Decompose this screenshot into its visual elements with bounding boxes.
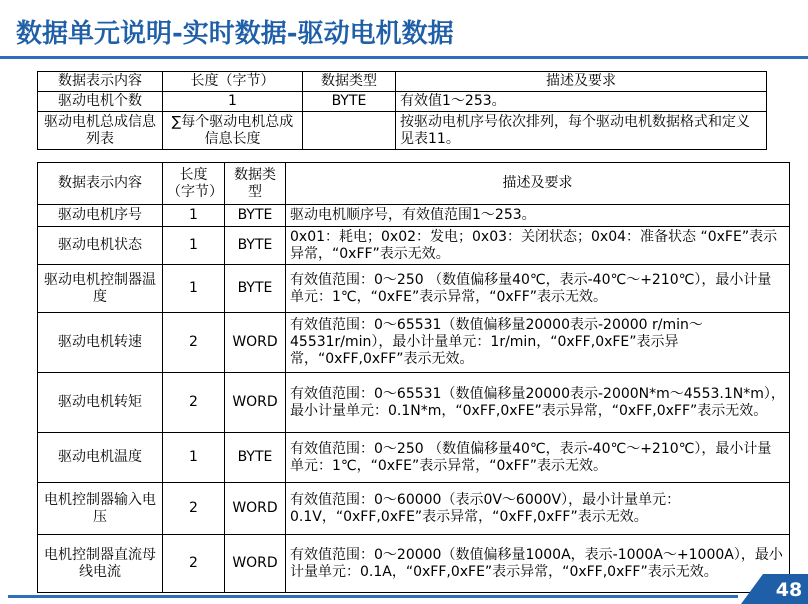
- table1-cell: 驱动电机个数: [38, 92, 163, 112]
- table2-cell: BYTE: [225, 433, 286, 483]
- table1-header-content: 数据表示内容: [38, 72, 163, 92]
- table-row: [38, 433, 790, 483]
- table2-cell: WORD: [225, 535, 286, 593]
- table1-header-length: 长度（字节）: [163, 72, 303, 92]
- table2-cell: 驱动电机转速: [38, 313, 163, 373]
- table1-cell: BYTE: [303, 92, 396, 112]
- table2-cell: 有效值范围：0～250 （数值偏移量40℃，表示-40℃～+210℃），最小计量单元：1℃，“0xFE”表示异常，“0xFF”表示无效。: [286, 433, 790, 483]
- table2-cell: 有效值范围：0～65531（数值偏移量20000表示-2000N*m～4553.1N*m），最小计量单元：0.1N*m，“0xFF,0xFE”表示异常，“0xFF,0xFF”表示无效。: [286, 373, 790, 433]
- table1-cell: 驱动电机总成信息列表: [38, 112, 163, 150]
- table-row: [38, 483, 790, 535]
- table2-cell: 1: [163, 227, 225, 265]
- table2-header-type: 数据类型: [225, 163, 286, 205]
- table2-cell: 有效值范围：0～65531（数值偏移量20000表示-20000 r/min～45531r/min），最小计量单元：1r/min，“0xFF,0xFE”表示异常，“0xFF,0xFF”表示无效。: [286, 313, 790, 373]
- table2-header-desc: 描述及要求: [286, 163, 790, 205]
- table1-header-desc: 描述及要求: [396, 72, 767, 92]
- table-row: [38, 205, 790, 227]
- footer-divider: [8, 595, 738, 598]
- table1-header-row: [38, 72, 767, 92]
- table2-cell: 驱动电机控制器温度: [38, 265, 163, 313]
- table-row: [38, 112, 767, 150]
- table2-cell: 有效值范围：0～60000（表示0V～6000V），最小计量单元：0.1V，“0xFF,0xFE”表示异常，“0xFF,0xFF”表示无效。: [286, 483, 790, 535]
- table2-cell: BYTE: [225, 205, 286, 227]
- table2-cell: 有效值范围：0～250 （数值偏移量40℃，表示-40℃～+210℃），最小计量单元：1℃，“0xFE”表示异常，“0xFF”表示无效。: [286, 265, 790, 313]
- table2-cell: 电机控制器直流母线电流: [38, 535, 163, 593]
- table2-header-row: [38, 163, 790, 205]
- table2-cell: 1: [163, 433, 225, 483]
- table2-header-content: 数据表示内容: [38, 163, 163, 205]
- page-number: 48: [775, 579, 803, 601]
- page-title: 数据单元说明-实时数据-驱动电机数据: [16, 19, 454, 49]
- table2-cell: 驱动电机温度: [38, 433, 163, 483]
- table1-cell: ∑每个驱动电机总成信息长度: [163, 112, 303, 150]
- table2-cell: 1: [163, 265, 225, 313]
- table2-cell: 有效值范围：0～20000（数值偏移量1000A，表示-1000A～+1000A），最小计量单元：0.1A，“0xFF,0xFE”表示异常，“0xFF,0xFF”表示无效。: [286, 535, 790, 593]
- table2-cell: WORD: [225, 483, 286, 535]
- table2-cell: WORD: [225, 373, 286, 433]
- table1-cell: 1: [163, 92, 303, 112]
- table2-cell: BYTE: [225, 265, 286, 313]
- table-row: [38, 535, 790, 593]
- table2-cell: 1: [163, 205, 225, 227]
- table2-cell: 2: [163, 373, 225, 433]
- table-row: [38, 92, 767, 112]
- table2-cell: 驱动电机顺序号，有效值范围1～253。: [286, 205, 790, 227]
- table2-cell: 驱动电机序号: [38, 205, 163, 227]
- table-row: [38, 265, 790, 313]
- table2-cell: BYTE: [225, 227, 286, 265]
- motor-info-table: [37, 162, 790, 593]
- table2-cell: 2: [163, 483, 225, 535]
- table1-header-type: 数据类型: [303, 72, 396, 92]
- table-row: [38, 313, 790, 373]
- table2-cell: 驱动电机状态: [38, 227, 163, 265]
- motor-count-table: [37, 71, 767, 150]
- table2-header-length: 长度（字节）: [163, 163, 225, 205]
- table2-cell: 2: [163, 313, 225, 373]
- title-divider: [0, 56, 808, 59]
- table1-cell: [303, 112, 396, 150]
- table2-cell: 电机控制器输入电压: [38, 483, 163, 535]
- table2-cell: WORD: [225, 313, 286, 373]
- table2-cell: 2: [163, 535, 225, 593]
- table-row: [38, 373, 790, 433]
- table1-cell: 有效值1～253。: [396, 92, 767, 112]
- table2-cell: 0x01：耗电；0x02：发电；0x03：关闭状态；0x04：准备状态 “0xFE”表示异常，“0xFF”表示无效。: [286, 227, 790, 265]
- table2-cell: 驱动电机转矩: [38, 373, 163, 433]
- table1-cell: 按驱动电机序号依次排列，每个驱动电机数据格式和定义见表11。: [396, 112, 767, 150]
- table-row: [38, 227, 790, 265]
